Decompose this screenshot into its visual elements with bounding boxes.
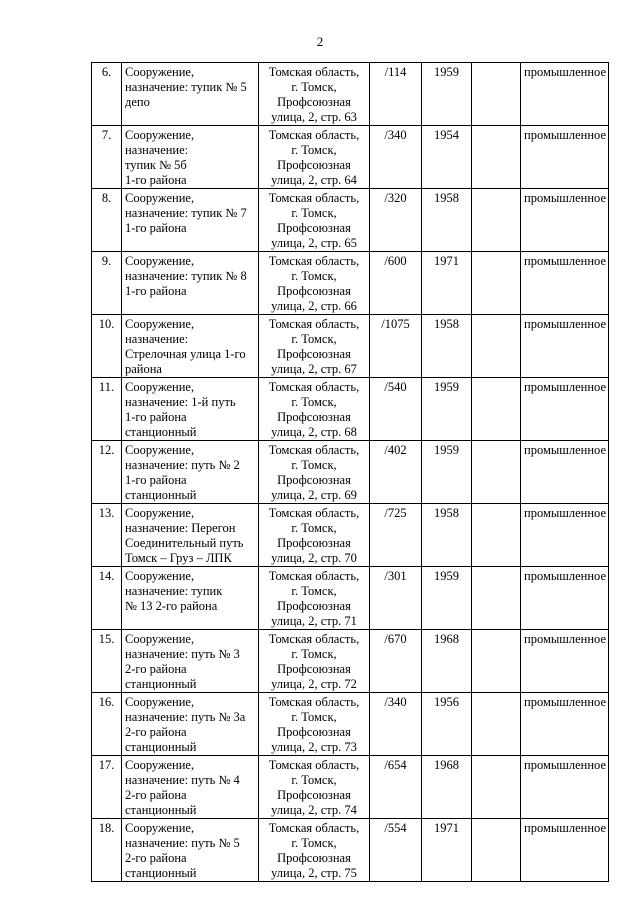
object-name-cell (122, 189, 259, 252)
row-number-cell: 16. (92, 693, 122, 756)
address-cell (259, 567, 370, 630)
length-cell: /654 (370, 756, 422, 819)
address-line: улица, 2, стр. 68 (271, 425, 357, 439)
object-name-line: Сооружение, (125, 758, 195, 772)
empty-cell (472, 819, 521, 882)
empty-cell (472, 189, 521, 252)
length-cell: /600 (370, 252, 422, 315)
table-row (92, 189, 609, 252)
object-name-line: назначение: тупик № 5 (125, 80, 247, 94)
year-cell: 1954 (422, 126, 472, 189)
address-line: г. Томск, (291, 395, 337, 409)
year-cell: 1959 (422, 567, 472, 630)
object-name-line: Сооружение, (125, 65, 195, 79)
year-cell: 1958 (422, 315, 472, 378)
object-name-line: станционный (125, 866, 197, 880)
object-name-line: назначение: путь № 4 (125, 773, 240, 787)
address-cell (259, 441, 370, 504)
length-cell: /340 (370, 693, 422, 756)
address-line: г. Томск, (291, 647, 337, 661)
table-row (92, 630, 609, 693)
address-line: Томская область, (268, 632, 360, 646)
length-cell: /301 (370, 567, 422, 630)
object-name-line: 2-го района (125, 662, 187, 676)
table-row (92, 693, 609, 756)
object-name-line: назначение: тупик № 8 (125, 269, 247, 283)
table-body (92, 63, 609, 882)
purpose-cell: промышленное (521, 126, 609, 189)
row-number-cell: 8. (92, 189, 122, 252)
address-line: Томская область, (268, 506, 360, 520)
table-row (92, 315, 609, 378)
year-cell: 1968 (422, 756, 472, 819)
purpose-cell: промышленное (521, 756, 609, 819)
address-line: г. Томск, (291, 269, 337, 283)
empty-cell (472, 63, 521, 126)
year-cell: 1956 (422, 693, 472, 756)
address-line: Томская область, (268, 191, 360, 205)
address-line: улица, 2, стр. 72 (271, 677, 357, 691)
empty-cell (472, 441, 521, 504)
object-name-line: 1-го района (125, 410, 187, 424)
object-name-line: Сооружение, (125, 443, 195, 457)
property-registry-table (91, 62, 609, 882)
empty-cell (472, 693, 521, 756)
address-line: Томская область, (268, 443, 360, 457)
address-cell (259, 756, 370, 819)
length-cell: /114 (370, 63, 422, 126)
object-name-line: Сооружение, (125, 821, 195, 835)
address-line: г. Томск, (291, 584, 337, 598)
address-line: Профсоюзная (277, 347, 351, 361)
length-cell: /320 (370, 189, 422, 252)
address-line: г. Томск, (291, 143, 337, 157)
empty-cell (472, 252, 521, 315)
table-row (92, 819, 609, 882)
empty-cell (472, 504, 521, 567)
length-cell: /670 (370, 630, 422, 693)
address-line: улица, 2, стр. 63 (271, 110, 357, 124)
object-name-line: 1-го района (125, 284, 187, 298)
row-number-cell: 18. (92, 819, 122, 882)
address-line: г. Томск, (291, 773, 337, 787)
row-number-cell: 6. (92, 63, 122, 126)
object-name-line: 2-го района (125, 851, 187, 865)
object-name-line: Сооружение, (125, 191, 195, 205)
object-name-cell (122, 441, 259, 504)
object-name-line: станционный (125, 488, 197, 502)
row-number-cell: 17. (92, 756, 122, 819)
address-line: Томская область, (268, 821, 360, 835)
empty-cell (472, 630, 521, 693)
address-line: Профсоюзная (277, 221, 351, 235)
address-line: Профсоюзная (277, 788, 351, 802)
object-name-line: Сооружение, (125, 632, 195, 646)
address-cell (259, 378, 370, 441)
row-number-cell: 7. (92, 126, 122, 189)
row-number-cell: 14. (92, 567, 122, 630)
object-name-line: станционный (125, 740, 197, 754)
object-name-line: 2-го района (125, 725, 187, 739)
object-name-line: Сооружение, (125, 254, 195, 268)
object-name-line: района (125, 362, 162, 376)
object-name-line: назначение: тупик (125, 584, 223, 598)
length-cell: /725 (370, 504, 422, 567)
object-name-line: 1-го района (125, 173, 187, 187)
address-line: Профсоюзная (277, 536, 351, 550)
address-line: улица, 2, стр. 64 (271, 173, 357, 187)
address-line: г. Томск, (291, 521, 337, 535)
address-cell (259, 630, 370, 693)
address-line: Томская область, (268, 317, 360, 331)
length-cell: /340 (370, 126, 422, 189)
object-name-cell (122, 630, 259, 693)
length-cell: /554 (370, 819, 422, 882)
table-row (92, 756, 609, 819)
object-name-cell (122, 819, 259, 882)
address-line: Профсоюзная (277, 725, 351, 739)
table-row (92, 504, 609, 567)
address-line: Профсоюзная (277, 284, 351, 298)
object-name-line: станционный (125, 425, 197, 439)
table-row (92, 252, 609, 315)
address-line: Профсоюзная (277, 662, 351, 676)
purpose-cell: промышленное (521, 189, 609, 252)
empty-cell (472, 378, 521, 441)
address-line: Томская область, (268, 65, 360, 79)
address-line: улица, 2, стр. 75 (271, 866, 357, 880)
object-name-cell (122, 252, 259, 315)
address-line: г. Томск, (291, 332, 337, 346)
address-cell (259, 189, 370, 252)
address-line: Профсоюзная (277, 410, 351, 424)
length-cell: /540 (370, 378, 422, 441)
object-name-cell (122, 693, 259, 756)
object-name-line: Сооружение, (125, 569, 195, 583)
object-name-line: Сооружение, (125, 695, 195, 709)
object-name-cell (122, 126, 259, 189)
object-name-line: 2-го района (125, 788, 187, 802)
purpose-cell: промышленное (521, 441, 609, 504)
empty-cell (472, 756, 521, 819)
row-number-cell: 15. (92, 630, 122, 693)
address-cell (259, 126, 370, 189)
purpose-cell: промышленное (521, 819, 609, 882)
object-name-line: назначение: путь № 3а (125, 710, 246, 724)
address-line: г. Томск, (291, 80, 337, 94)
object-name-cell (122, 378, 259, 441)
row-number-cell: 12. (92, 441, 122, 504)
object-name-line: тупик № 5б (125, 158, 187, 172)
address-line: Томская область, (268, 758, 360, 772)
address-line: Томская область, (268, 380, 360, 394)
address-line: Профсоюзная (277, 851, 351, 865)
address-line: Профсоюзная (277, 95, 351, 109)
address-line: улица, 2, стр. 66 (271, 299, 357, 313)
purpose-cell: промышленное (521, 630, 609, 693)
row-number-cell: 13. (92, 504, 122, 567)
object-name-line: назначение: Перегон (125, 521, 236, 535)
object-name-line: Сооружение, (125, 128, 195, 142)
address-line: улица, 2, стр. 71 (271, 614, 357, 628)
table-row (92, 126, 609, 189)
object-name-line: назначение: (125, 143, 189, 157)
address-cell (259, 63, 370, 126)
address-cell (259, 504, 370, 567)
year-cell: 1959 (422, 441, 472, 504)
object-name-line: назначение: (125, 332, 189, 346)
purpose-cell: промышленное (521, 567, 609, 630)
object-name-cell (122, 315, 259, 378)
purpose-cell: промышленное (521, 63, 609, 126)
address-line: г. Томск, (291, 206, 337, 220)
address-line: Профсоюзная (277, 473, 351, 487)
object-name-line: № 13 2-го района (125, 599, 218, 613)
address-line: улица, 2, стр. 69 (271, 488, 357, 502)
year-cell: 1971 (422, 252, 472, 315)
object-name-line: 1-го района (125, 221, 187, 235)
address-cell (259, 693, 370, 756)
address-line: Профсоюзная (277, 158, 351, 172)
address-cell (259, 819, 370, 882)
address-line: улица, 2, стр. 67 (271, 362, 357, 376)
empty-cell (472, 126, 521, 189)
address-line: улица, 2, стр. 73 (271, 740, 357, 754)
object-name-line: Сооружение, (125, 380, 195, 394)
empty-cell (472, 315, 521, 378)
object-name-line: Сооружение, (125, 317, 195, 331)
object-name-line: депо (125, 95, 150, 109)
year-cell: 1959 (422, 63, 472, 126)
empty-cell (472, 567, 521, 630)
year-cell: 1958 (422, 504, 472, 567)
row-number-cell: 10. (92, 315, 122, 378)
address-line: улица, 2, стр. 70 (271, 551, 357, 565)
year-cell: 1958 (422, 189, 472, 252)
address-line: Томская область, (268, 254, 360, 268)
table-row (92, 378, 609, 441)
object-name-cell (122, 63, 259, 126)
object-name-line: назначение: путь № 5 (125, 836, 240, 850)
address-line: Профсоюзная (277, 599, 351, 613)
object-name-line: Стрелочная улица 1-го (125, 347, 246, 361)
purpose-cell: промышленное (521, 693, 609, 756)
page-number: 2 (316, 34, 324, 49)
year-cell: 1959 (422, 378, 472, 441)
year-cell: 1971 (422, 819, 472, 882)
address-line: Томская область, (268, 695, 360, 709)
row-number-cell: 11. (92, 378, 122, 441)
object-name-line: 1-го района (125, 473, 187, 487)
object-name-line: Сооружение, (125, 506, 195, 520)
address-line: г. Томск, (291, 836, 337, 850)
object-name-cell (122, 567, 259, 630)
address-cell (259, 315, 370, 378)
address-line: г. Томск, (291, 458, 337, 472)
object-name-line: Томск – Груз – ЛПК (125, 551, 232, 565)
purpose-cell: промышленное (521, 504, 609, 567)
table-row (92, 567, 609, 630)
row-number-cell: 9. (92, 252, 122, 315)
purpose-cell: промышленное (521, 378, 609, 441)
purpose-cell: промышленное (521, 315, 609, 378)
object-name-line: назначение: путь № 3 (125, 647, 240, 661)
address-cell (259, 252, 370, 315)
address-line: Томская область, (268, 128, 360, 142)
address-line: улица, 2, стр. 65 (271, 236, 357, 250)
object-name-line: станционный (125, 677, 197, 691)
table-row (92, 441, 609, 504)
object-name-line: станционный (125, 803, 197, 817)
year-cell: 1968 (422, 630, 472, 693)
object-name-line: Соединительный путь (125, 536, 244, 550)
object-name-line: назначение: путь № 2 (125, 458, 240, 472)
address-line: Томская область, (268, 569, 360, 583)
purpose-cell: промышленное (521, 252, 609, 315)
object-name-line: назначение: 1-й путь (125, 395, 236, 409)
table-row (92, 63, 609, 126)
object-name-cell (122, 504, 259, 567)
length-cell: /1075 (370, 315, 422, 378)
length-cell: /402 (370, 441, 422, 504)
object-name-cell (122, 756, 259, 819)
object-name-line: назначение: тупик № 7 (125, 206, 247, 220)
address-line: г. Томск, (291, 710, 337, 724)
address-line: улица, 2, стр. 74 (271, 803, 357, 817)
